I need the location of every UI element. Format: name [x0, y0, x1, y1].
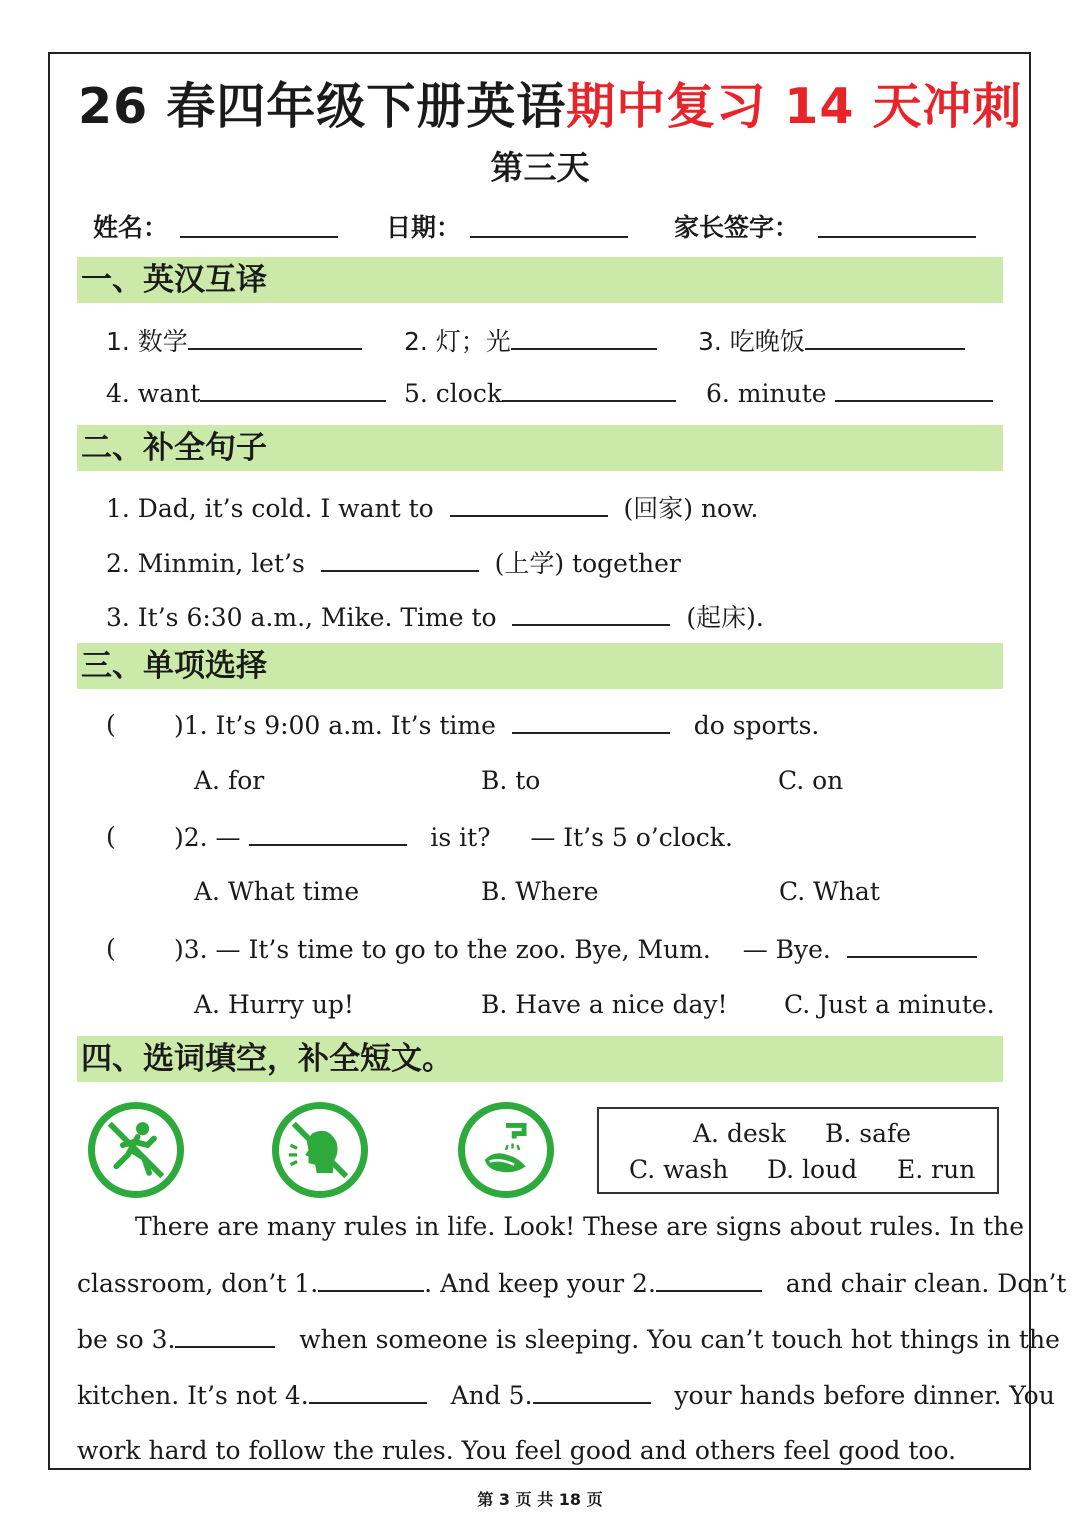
parent-sign-blank[interactable]: [818, 236, 976, 238]
translate-item-2: 2. 灯；光: [404, 322, 657, 358]
title-highlight: 期中复习 14 天冲刺: [566, 78, 1023, 135]
wash-hands-sign-icon: [458, 1102, 554, 1198]
choice-q3-option-b[interactable]: B. Have a nice day!: [481, 990, 728, 1019]
passage-line-5: work hard to follow the rules. You feel good and others feel good too.: [77, 1436, 957, 1465]
section-4-header: 四、选词填空，补全短文。: [77, 1036, 1003, 1082]
translate-blank-6[interactable]: [835, 378, 993, 402]
parent-sign-label: 家长签字：: [674, 213, 800, 242]
choice-q2: )2. — is it? — It’s 5 o’clock.: [174, 823, 733, 852]
translate-item-4: 4. want: [106, 378, 386, 408]
no-loud-noise-sign-icon: [272, 1102, 368, 1198]
translate-blank-2[interactable]: [511, 326, 657, 350]
word-option-c: C. wash: [629, 1155, 729, 1184]
choice-q1-option-b[interactable]: B. to: [481, 766, 541, 795]
choice-q2-option-a[interactable]: A. What time: [194, 877, 360, 906]
name-label: 姓名：: [93, 213, 169, 242]
page-number: 第 3 页 共 18 页: [477, 1490, 603, 1509]
date-blank[interactable]: [470, 236, 628, 238]
passage-blank-5[interactable]: [533, 1380, 651, 1404]
name-blank[interactable]: [180, 236, 338, 238]
complete-q3: 3. It’s 6:30 a.m., Mike. Time to (起床).: [106, 603, 764, 632]
choice-blank-2[interactable]: [249, 822, 407, 846]
complete-q1: 1. Dad, it’s cold. I want to (回家) now.: [106, 494, 759, 523]
parent-sign-field: [674, 208, 799, 244]
title-main: 26 春四年级下册英语: [78, 78, 567, 135]
choice-q2-option-c[interactable]: C. What: [779, 877, 880, 906]
choice-blank-3[interactable]: [847, 934, 977, 958]
translate-blank-1[interactable]: [188, 326, 362, 350]
choice-q1-option-a[interactable]: A. for: [194, 766, 265, 795]
word-option-e: E. run: [897, 1155, 976, 1184]
choice-q1-option-c[interactable]: C. on: [778, 766, 844, 795]
passage-line-2: classroom, don’t 1. . And keep your 2. and chair clean. Don’t: [77, 1269, 1067, 1298]
word-option-d: D. loud: [767, 1155, 858, 1184]
complete-q2: 2. Minmin, let’s (上学) together: [106, 549, 681, 578]
translate-item-1: 1. 数学: [106, 322, 362, 358]
section-2-header: 二、补全句子: [77, 425, 1003, 471]
complete-blank-2[interactable]: [321, 548, 479, 572]
no-running-sign-icon: [88, 1102, 184, 1198]
section-1-header: 一、英汉互译: [77, 257, 1003, 303]
passage-blank-1[interactable]: [318, 1268, 424, 1292]
complete-blank-1[interactable]: [450, 493, 608, 517]
day-subtitle: 第三天: [490, 148, 590, 187]
date-label: 日期：: [386, 213, 462, 242]
passage-line-1: There are many rules in life. Look! These are signs about rules. In the: [135, 1212, 1025, 1241]
page-title: [78, 68, 1023, 138]
word-option-b: B. safe: [825, 1119, 912, 1148]
complete-blank-3[interactable]: [512, 602, 670, 626]
choice-q1-paren[interactable]: (: [106, 710, 116, 739]
passage-blank-3[interactable]: [175, 1324, 275, 1348]
translate-blank-5[interactable]: [502, 378, 676, 402]
choice-q1: )1. It’s 9:00 a.m. It’s time do sports.: [174, 711, 820, 740]
translate-blank-4[interactable]: [200, 378, 386, 402]
passage-line-4: kitchen. It’s not 4. And 5. your hands before dinner. You: [77, 1381, 1055, 1410]
choice-q2-paren[interactable]: (: [106, 822, 116, 851]
choice-blank-1[interactable]: [512, 710, 670, 734]
word-option-a: A. desk: [693, 1119, 786, 1148]
translate-item-5: 5. clock: [404, 378, 676, 408]
translate-item-3: 3. 吃晚饭: [698, 322, 965, 358]
passage-blank-2[interactable]: [656, 1268, 762, 1292]
name-field: [93, 208, 168, 244]
section-3-header: 三、单项选择: [77, 643, 1003, 689]
date-field: [386, 208, 461, 244]
passage-blank-4[interactable]: [309, 1380, 427, 1404]
translate-blank-3[interactable]: [805, 326, 965, 350]
choice-q3: )3. — It’s time to go to the zoo. Bye, Mum. — Bye.: [174, 934, 977, 964]
choice-q3-option-a[interactable]: A. Hurry up!: [194, 990, 354, 1019]
choice-q3-option-c[interactable]: C. Just a minute.: [784, 990, 995, 1019]
passage-line-3: be so 3. when someone is sleeping. You can’t touch hot things in the: [77, 1325, 1060, 1354]
translate-item-6: 6. minute: [706, 378, 993, 408]
choice-q2-option-b[interactable]: B. Where: [481, 877, 599, 906]
choice-q3-paren[interactable]: (: [106, 934, 116, 963]
word-bank: [597, 1107, 999, 1194]
